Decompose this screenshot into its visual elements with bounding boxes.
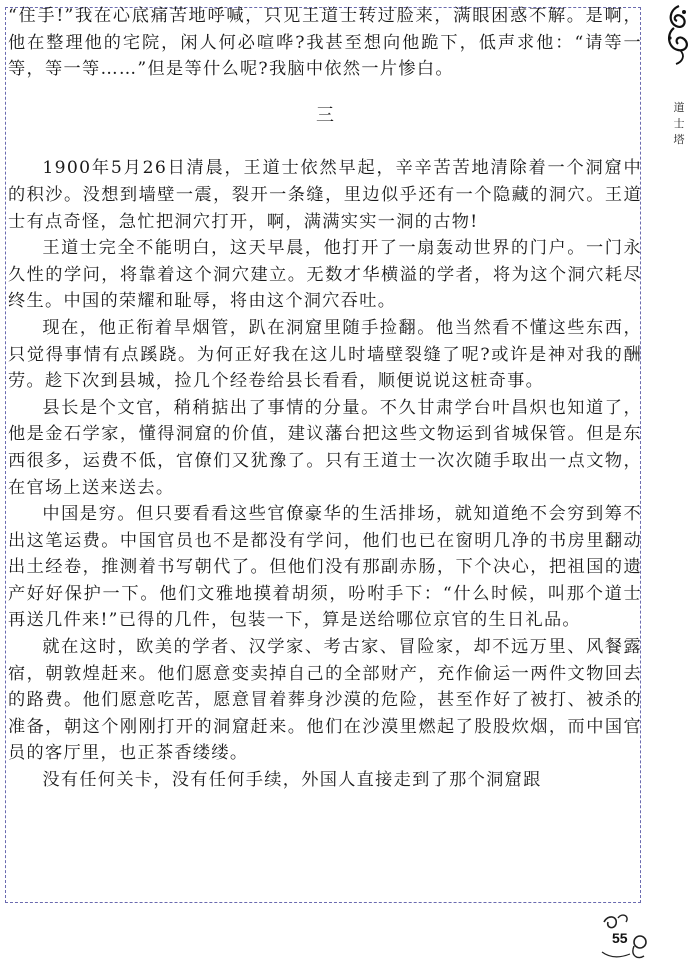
paragraph: 现在，他正衔着旱烟管，趴在洞窟里随手捡翻。他当然看不懂这些东西，只觉得事情有点蹊跷。为何正好我在这儿时墙壁裂缝了呢?或许是神对我的酬劳。趁下次到县城，捡几个经卷给县长看看，顺便说说这桩奇事。 <box>8 317 642 392</box>
paragraph: 县长是个文官，稍稍掂出了事情的分量。不久甘肃学台叶昌炽也知道了，他是金石学家，懂得洞窟的价值，建议藩台把这些文物运到省城保管。但是东西很多，运费不低，官僚们又犹豫了。只有王道士一次次随手取出一点文物，在官场上送来送去。 <box>8 397 642 498</box>
page-number: 55 <box>612 930 628 946</box>
section-heading: 三 <box>316 104 334 126</box>
paragraph: 1900年5月26日清晨，王道士依然早起，辛辛苦苦地清除着一个洞窟中的积沙。没想到墙壁一震，裂开一条缝，里边似乎还有一个隐藏的洞穴。王道士有点奇怪，急忙把洞穴打开，啊，满满实实一洞的古物! <box>8 158 642 232</box>
paragraph: 就在这时，欧美的学者、汉学家、考古家、冒险家，却不远万里、风餐露宿，朝敦煌赶来。他们愿意变卖掉自己的全部财产，充作偷运一两件文物回去的路费。他们愿意吃苦，愿意冒着葬身沙漠的危险，甚至作好了被打、被杀的准备，朝这个刚刚打开的洞窟赶来。他们在沙漠里燃起了股股炊烟，而中国官员的客厅里，也正茶香缕缕。 <box>8 637 642 764</box>
paragraph: 中国是穷。但只要看看这些官僚豪华的生活排场，就知道绝不会穷到筹不出这笔运费。中国官员也不是都没有学问，他们也已在窗明几净的书房里翻动出土经卷，推测着书写朝代了。但他们没有那副赤肠，下个决心，把祖国的遗产好好保护一下。他们文雅地摸着胡须，吩咐手下：“什么时候，叫那个道士再送几件来!”已得的几件，包装一下，算是送给哪位京官的生日礼品。 <box>8 504 642 631</box>
body-text <box>8 3 642 794</box>
floral-ornament-icon <box>664 4 694 66</box>
paragraph: 王道士完全不能明白，这天早晨，他打开了一扇轰动世界的门户。一门永久性的学问，将靠着这个洞穴建立。无数才华横溢的学者，将为这个洞穴耗尽终生。中国的荣耀和耻辱，将由这个洞穴吞吐。 <box>8 238 642 312</box>
side-title: 道士塔 <box>673 101 685 146</box>
paragraph: “住手!”我在心底痛苦地呼喊，只见王道士转过脸来，满眼困惑不解。是啊，他在整理他的宅院，闲人何必喧哗?我甚至想向他跪下，低声求他：“请等一等，等一等……”但是等什么呢?我脑中依然一片惨白。 <box>8 6 642 80</box>
paragraph: 没有任何关卡，没有任何手续，外国人直接走到了那个洞窟跟 <box>42 770 542 791</box>
